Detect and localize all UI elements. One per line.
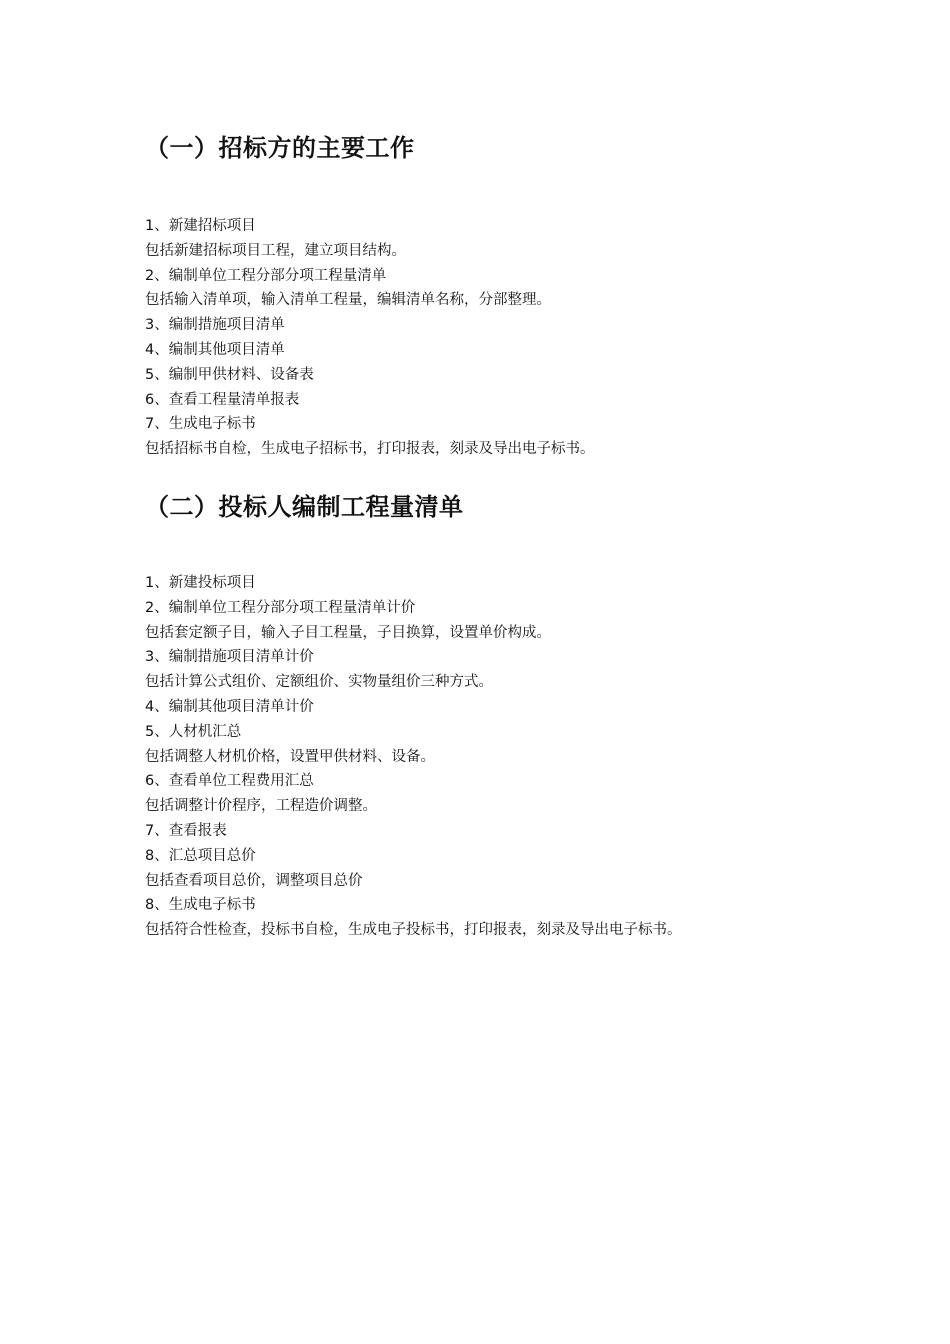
list-item: 2、编制单位工程分部分项工程量清单计价 bbox=[145, 599, 416, 616]
list-item: 6、查看单位工程费用汇总 bbox=[145, 773, 314, 790]
list-item: 2、编制单位工程分部分项工程量清单 bbox=[145, 267, 387, 284]
list-item: 8、汇总项目总价 bbox=[145, 847, 256, 864]
list-item-description: 包括符合性检查，投标书自检，生成电子投标书，打印报表，刻录及导出电子标书。 bbox=[145, 922, 682, 939]
list-item-description: 包括查看项目总价，调整项目总价 bbox=[145, 872, 363, 889]
list-item: 8、生成电子标书 bbox=[145, 897, 256, 914]
list-item-description: 包括调整计价程序，工程造价调整。 bbox=[145, 798, 377, 815]
list-item: 5、编制甲供材料、设备表 bbox=[145, 366, 314, 383]
list-item-description: 包括输入清单项，输入清单工程量，编辑清单名称，分部整理。 bbox=[145, 292, 551, 309]
list-item: 7、查看报表 bbox=[145, 822, 227, 839]
list-item: 4、编制其他项目清单 bbox=[145, 341, 285, 358]
list-item: 3、编制措施项目清单 bbox=[145, 317, 285, 334]
list-item: 4、编制其他项目清单计价 bbox=[145, 698, 314, 715]
list-item-description: 包括新建招标项目工程，建立项目结构。 bbox=[145, 242, 406, 259]
list-item: 5、人材机汇总 bbox=[145, 723, 242, 740]
list-item: 1、新建招标项目 bbox=[145, 218, 256, 234]
list-item-description: 包括调整人材机价格，设置甲供材料、设备。 bbox=[145, 748, 435, 765]
section-heading-bidder: （二）投标人编制工程量清单 bbox=[145, 493, 464, 521]
list-item-description: 包括计算公式组价、定额组价、实物量组价三种方式。 bbox=[145, 674, 493, 691]
list-item: 6、查看工程量清单报表 bbox=[145, 391, 300, 408]
list-item: 1、新建投标项目 bbox=[145, 575, 256, 591]
list-item: 3、编制措施项目清单计价 bbox=[145, 649, 314, 666]
section-heading-tenderer: （一）招标方的主要工作 bbox=[145, 134, 415, 162]
list-item-description: 包括招标书自检，生成电子招标书，打印报表，刻录及导出电子标书。 bbox=[145, 441, 595, 458]
bidder-work-list bbox=[145, 571, 682, 943]
tenderer-work-list bbox=[145, 214, 595, 462]
list-item: 7、生成电子标书 bbox=[145, 416, 256, 433]
list-item-description: 包括套定额子目，输入子目工程量，子目换算，设置单价构成。 bbox=[145, 624, 551, 641]
